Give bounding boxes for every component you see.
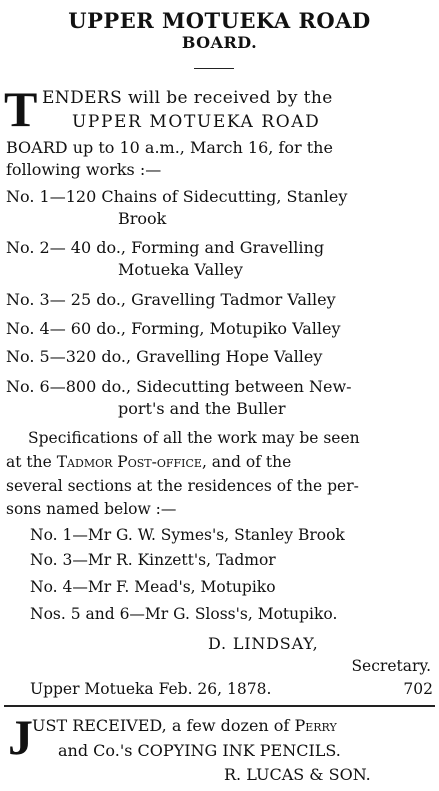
signatory-name: D. LINDSAY,: [208, 634, 319, 653]
signatory-title: Secretary.: [351, 657, 431, 675]
works-item-1-line-1: No. 1—120 Chains of Sidecutting, Stanley: [6, 187, 348, 206]
perry-name: Perry: [294, 716, 337, 735]
tender-dropcap: T: [4, 81, 38, 137]
works-item-5: No. 5—320 do., Gravelling Hope Valley: [6, 347, 323, 366]
title-line-2: BOARD.: [181, 33, 258, 52]
notice-line-2: and Co.'s COPYING INK PENCILS.: [58, 741, 341, 760]
works-item-4: No. 4— 60 do., Forming, Motupiko Valley: [6, 319, 341, 338]
works-item-1-line-2: Brook: [118, 209, 167, 228]
tender-intro-line-3: BOARD up to 10 a.m., March 16, for the: [6, 138, 333, 157]
spec-line-3: several sections at the residences of the per-: [6, 477, 359, 495]
place-date: Upper Motueka Feb. 26, 1878.: [30, 680, 272, 698]
works-item-6-line-2: port's and the Buller: [118, 399, 286, 418]
spec-line-2-end: , and of the: [201, 453, 292, 471]
ad-number: 702: [403, 680, 433, 698]
section-divider: [4, 705, 435, 707]
residence-5-6: Nos. 5 and 6—Mr G. Sloss's, Motupiko.: [30, 605, 338, 623]
residence-1: No. 1—Mr G. W. Symes's, Stanley Brook: [30, 526, 345, 544]
title-line-1: UPPER MOTUEKA ROAD: [68, 8, 371, 33]
tender-intro-line-1: ENDERS will be received by the: [42, 88, 333, 108]
works-item-6-line-1: No. 6—800 do., Sidecutting between New-: [6, 377, 352, 396]
notice-line-1: [32, 718, 337, 734]
spec-line-4: sons named below :—: [6, 500, 177, 518]
notice-dropcap: J: [8, 709, 33, 765]
residence-3: No. 3—Mr R. Kinzett's, Tadmor: [30, 551, 276, 569]
spec-line-1: Specifications of all the work may be seen: [28, 429, 360, 447]
residence-4: No. 4—Mr F. Mead's, Motupiko: [30, 578, 276, 596]
tadmor-post-office: Tadmor Post-office: [56, 453, 202, 471]
tender-intro-line-2: UPPER MOTUEKA ROAD: [72, 112, 321, 132]
tender-intro-line-4: following works :—: [6, 160, 162, 179]
spec-line-2-start: at the: [6, 453, 57, 471]
notice-line-1-text: UST RECEIVED, a few dozen of: [32, 716, 295, 735]
works-item-2-line-2: Motueka Valley: [118, 260, 243, 279]
notice-line-3: R. LUCAS & SON.: [224, 765, 371, 784]
spec-line-2: [6, 455, 291, 471]
title-divider: [194, 68, 234, 69]
works-item-3: No. 3— 25 do., Gravelling Tadmor Valley: [6, 290, 336, 309]
works-item-2-line-1: No. 2— 40 do., Forming and Gravelling: [6, 238, 325, 257]
